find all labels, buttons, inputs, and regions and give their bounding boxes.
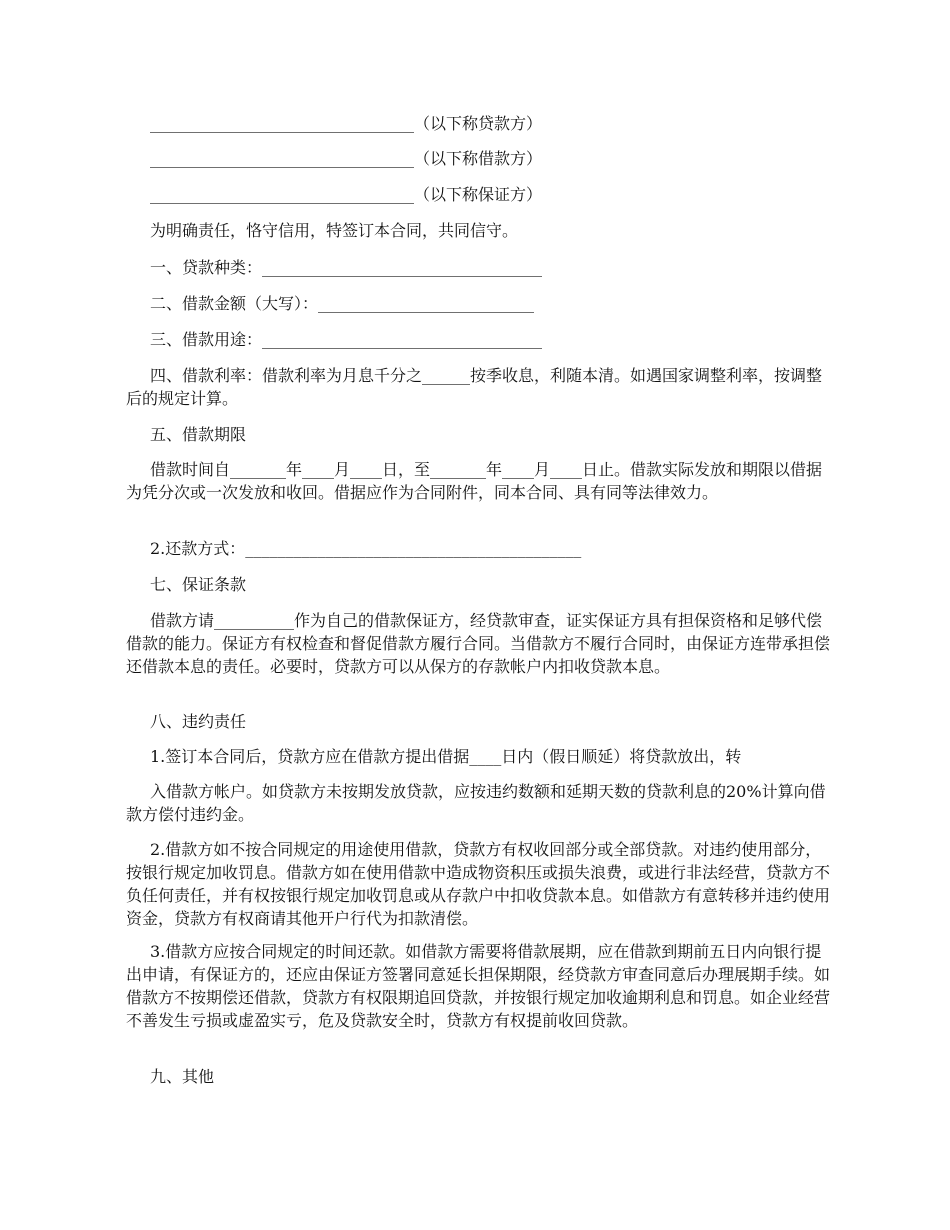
heading-guarantee: 七、保证条款 bbox=[150, 575, 247, 594]
clause-repayment-method: 2.还款方式：__________________________________________ bbox=[150, 539, 582, 558]
preamble: 为明确责任，恪守信用，特签订本合同，共同信守。 bbox=[150, 221, 519, 240]
breach-item-1-line-2: 入借款方帐户。如贷款方未按期发放贷款，应按违约数额和延期天数的贷款利息的20%计算向借款方偿付违约金。 bbox=[126, 782, 826, 824]
breach-item-1-line-1: 1.签订本合同后，贷款方应在借款方提出借据____日内（假日顺延）将贷款放出，转 bbox=[150, 747, 742, 766]
breach-item-3: 3.借款方应按合同规定的时间还款。如借款方需要将借款展期，应在借款到期前五日内向银行提出申请，有保证方的，还应由保证方签署同意延长担保期限，经贷款方审查同意后办理展期手续。如借款方不按期偿还借款，贷款方有权限期追回贷款，并按银行规定加收逾期利息和罚息。如企业经营不善发生亏损或虚盈实亏，危及贷款安全时，贷款方有权提前收回贷款。 bbox=[126, 942, 831, 1030]
heading-loan-term: 五、借款期限 bbox=[150, 425, 247, 444]
breach-item-2: 2.借款方如不按合同规定的用途使用借款，贷款方有权收回部分或全部贷款。对违约使用部分，按银行规定加收罚息。借款方如在使用借款中造成物资积压或损失浪费，或进行非法经营，贷款方不负任何责任，并有权按银行规定加收罚息或从存款户中扣收贷款本息。如借款方有意转移并违约使用资金，贷款方有权商请其他开户行代为扣款清偿。 bbox=[126, 840, 831, 928]
clause-guarantee: 借款方请__________作为自己的借款保证方，经贷款审查，证实保证方具有担保资格和足够代偿借款的能力。保证方有权检查和督促借款方履行合同。当借款方不履行合同时，由保证方连带承担偿还借款本息的责任。必要时，贷款方可以从保方的存款帐户内扣收贷款本息。 bbox=[126, 611, 831, 676]
lender-line: _________________________________（以下称贷款方） bbox=[150, 114, 543, 133]
guarantor-line: _________________________________（以下称保证方） bbox=[150, 185, 543, 204]
clause-loan-type: 一、贷款种类：___________________________________ bbox=[150, 258, 543, 277]
clause-loan-amount: 二、借款金额（大写）：___________________________ bbox=[150, 294, 535, 313]
heading-breach: 八、违约责任 bbox=[150, 712, 247, 731]
clause-loan-term: 借款时间自_______年____月____日，至_______年____月____日止。借款实际发放和期限以借据为凭分次或一次发放和收回。借据应作为合同附件，同本合同、具有同等法律效力。 bbox=[126, 460, 823, 502]
clause-loan-purpose: 三、借款用途：___________________________________ bbox=[150, 330, 543, 349]
clause-interest-rate: 四、借款利率：借款利率为月息千分之______按季收息，利随本清。如遇国家调整利率，按调整后的规定计算。 bbox=[126, 366, 823, 408]
borrower-line: _________________________________（以下称借款方） bbox=[150, 149, 543, 168]
heading-other: 九、其他 bbox=[150, 1067, 215, 1086]
